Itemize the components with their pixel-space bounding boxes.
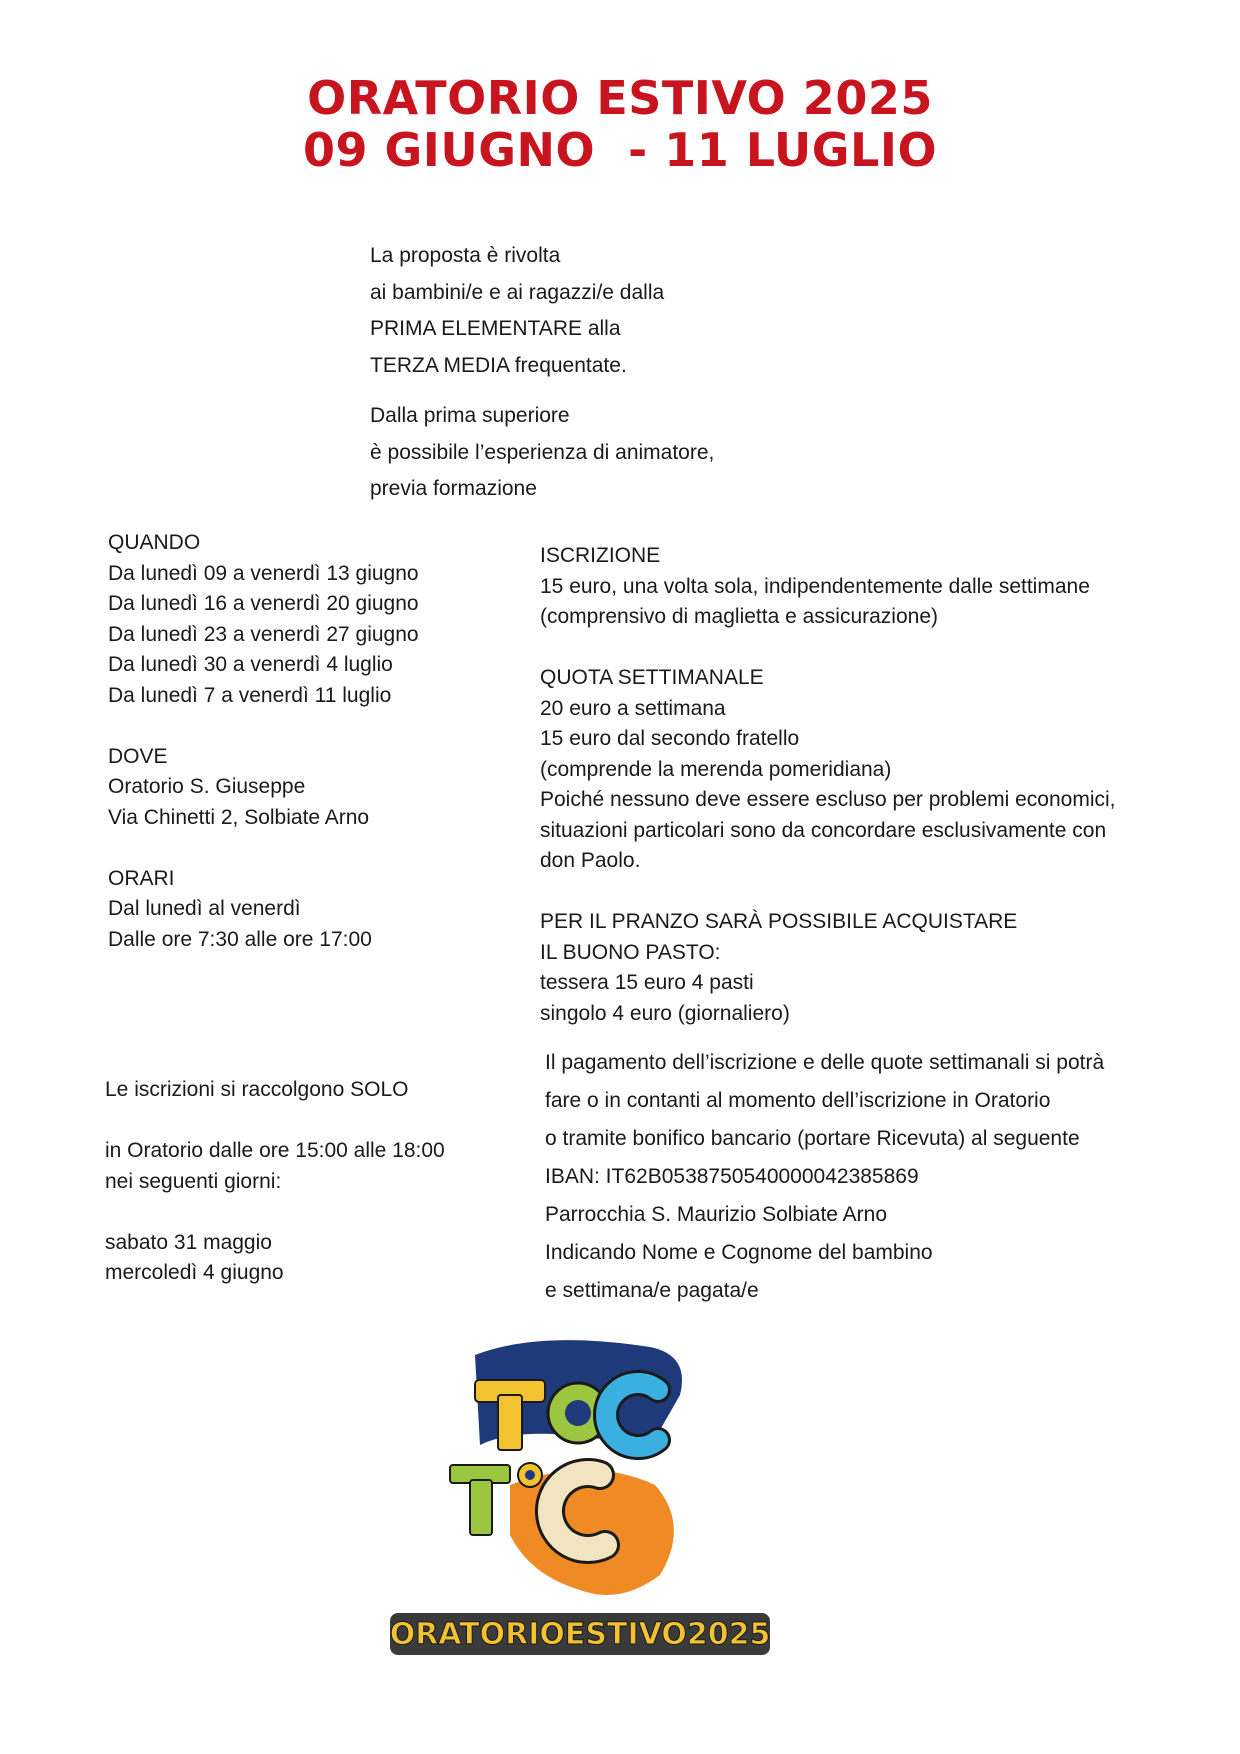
logo-banner-text: ORATORIOESTIVO2025: [390, 1617, 770, 1652]
intro-text: [370, 238, 714, 508]
registration-line: Le iscrizioni si raccolgono SOLO: [105, 1078, 409, 1101]
quota-line: (comprende la merenda pomeridiana): [540, 757, 892, 781]
spacer: [540, 633, 1115, 664]
section-heading-quando: QUANDO: [108, 531, 201, 554]
schedule-line: Da lunedì 30 a venerdì 4 luglio: [108, 653, 393, 676]
spacer: [540, 877, 1115, 908]
info-right-column: [540, 541, 1115, 1029]
payment-line: Il pagamento dell’iscrizione e delle quote settimanali si potrà: [545, 1051, 1105, 1074]
registration-line: in Oratorio dalle ore 15:00 alle 18:00: [105, 1139, 445, 1162]
section-heading-orari: ORARI: [108, 866, 175, 890]
fee-line: (comprensivo di maglietta e assicurazione): [540, 605, 939, 628]
logo-graphic: [390, 1335, 770, 1655]
page-title: [0, 72, 1240, 176]
intro-line: previa formazione: [370, 477, 537, 500]
location-line: Oratorio S. Giuseppe: [108, 775, 306, 798]
quota-line: 15 euro dal secondo fratello: [540, 727, 800, 750]
fee-line: 15 euro, una volta sola, indipendentemente dalle settimane: [540, 574, 1090, 598]
section-heading-quota: QUOTA SETTIMANALE: [540, 666, 764, 689]
section-heading-pranzo: PER IL PRANZO SARÀ POSSIBILE ACQUISTARE: [540, 910, 1018, 933]
payment-line: Indicando Nome e Cognome del bambino: [545, 1241, 933, 1264]
spacer: [108, 833, 419, 864]
registration-date: mercoledì 4 giugno: [105, 1261, 284, 1284]
payment-line: o tramite bonifico bancario (portare Ricevuta) al seguente: [545, 1127, 1080, 1150]
title-line-1: ORATORIO ESTIVO 2025: [307, 71, 933, 125]
section-heading-iscrizione: ISCRIZIONE: [540, 544, 661, 567]
lunch-line: singolo 4 euro (giornaliero): [540, 1001, 790, 1025]
hours-line: Dal lunedì al venerdì: [108, 897, 301, 920]
payment-line: Parrocchia S. Maurizio Solbiate Arno: [545, 1203, 887, 1226]
spacer: [105, 1197, 445, 1228]
quota-line: Poiché nessuno deve essere escluso per problemi economici,: [540, 788, 1116, 811]
intro-line: PRIMA ELEMENTARE alla: [370, 317, 621, 340]
spacer: [108, 711, 419, 742]
schedule-line: Da lunedì 09 a venerdì 13 giugno: [108, 561, 419, 585]
intro-line: TERZA MEDIA frequentate.: [370, 353, 627, 377]
intro-line: La proposta è rivolta: [370, 244, 561, 267]
lunch-line: IL BUONO PASTO:: [540, 940, 721, 964]
paragraph-gap: [370, 384, 714, 398]
intro-line: è possibile l’esperienza di animatore,: [370, 440, 715, 464]
hours-line: Dalle ore 7:30 alle ore 17:00: [108, 927, 372, 951]
registration-line: nei seguenti giorni:: [105, 1169, 282, 1193]
info-left-column: [108, 528, 419, 955]
registration-dates: [105, 1075, 445, 1289]
lunch-line: tessera 15 euro 4 pasti: [540, 971, 754, 994]
payment-info: [545, 1044, 1104, 1310]
intro-line: ai bambini/e e ai ragazzi/e dalla: [370, 280, 665, 304]
quota-line: 20 euro a settimana: [540, 696, 726, 720]
schedule-line: Da lunedì 23 a venerdì 27 giugno: [108, 622, 419, 646]
quota-line: situazioni particolari sono da concordare esclusivamente con: [540, 818, 1107, 842]
title-line-2: 09 GIUGNO - 11 LUGLIO: [302, 123, 938, 177]
schedule-line: Da lunedì 16 a venerdì 20 giugno: [108, 592, 419, 615]
registration-date: sabato 31 maggio: [105, 1230, 272, 1254]
toc-toc-logo: [390, 1335, 770, 1655]
payment-line: e settimana/e pagata/e: [545, 1279, 759, 1302]
quota-line: don Paolo.: [540, 849, 641, 872]
schedule-line: Da lunedì 7 a venerdì 11 luglio: [108, 683, 392, 707]
spacer: [105, 1106, 445, 1137]
iban-line: IBAN: IT62B0538750540000042385869: [545, 1165, 919, 1188]
section-heading-dove: DOVE: [108, 744, 168, 768]
intro-line: Dalla prima superiore: [370, 404, 570, 427]
payment-line: fare o in contanti al momento dell’iscrizione in Oratorio: [545, 1089, 1051, 1112]
location-line: Via Chinetti 2, Solbiate Arno: [108, 805, 370, 829]
